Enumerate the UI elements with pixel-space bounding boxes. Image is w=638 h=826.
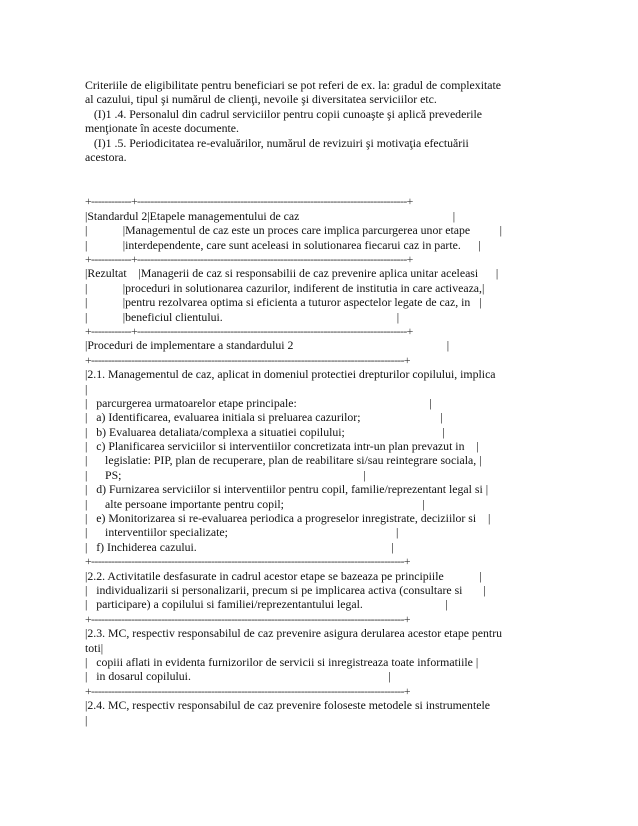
table-divider: +----------------------------------------------------------------------------------------------+ — [85, 554, 410, 569]
table-line: |Rezultat |Managerii de caz si responsabilii de caz prevenire aplica unitar aceleasi | — [85, 266, 499, 281]
table-line: | |interdependente, care sunt aceleasi in solutionarea fiecarui caz in parte. | — [85, 237, 481, 252]
table-line: | a) Identificarea, evaluarea initiala si preluarea cazurilor; | — [85, 410, 443, 425]
intro-line: Criteriile de eligibilitate pentru beneficiari se pot referi de ex. la: gradul de complexitate — [85, 78, 501, 92]
intro-line: al cazului, tipul şi numărul de clienţi, nevoile şi diversitatea serviciilor etc. — [85, 92, 437, 107]
table-line: |Proceduri de implementare a standardului 2 | — [85, 338, 450, 353]
intro-line: (I)1 .4. Personalul din cadrul serviciilor pentru copii cunoaşte şi aplică prevederile — [85, 106, 483, 121]
table-line: | c) Planificarea serviciilor si interventiilor concretizata intr-un plan prevazut in | — [85, 439, 479, 454]
table-line: | individualizarii si personalizarii, precum si pe implicarea activa (consultare si | — [85, 582, 486, 597]
intro-line: menţionate în aceste documente. — [85, 121, 239, 136]
table-line: | f) Inchiderea cazului. | — [85, 539, 394, 554]
table-line: | — [85, 381, 88, 396]
table-line: | — [85, 712, 88, 727]
table-line: |2.2. Activitatile desfasurate in cadrul acestor etape se bazeaza pe principiile | — [85, 568, 482, 583]
table-divider: +----------------------------------------------------------------------------------------------+ — [85, 683, 410, 698]
table-line: | e) Monitorizarea si re-evaluarea periodica a progreselor inregistrate, deciziilor si | — [85, 511, 491, 526]
table-line: |2.4. MC, respectiv responsabilul de caz prevenire foloseste metodele si instrumentele — [85, 698, 490, 713]
table-line: | PS; | — [85, 467, 366, 482]
table-line: | in dosarul copilului. | — [85, 669, 391, 684]
ascii-table — [85, 194, 618, 726]
table-line: |Standardul 2|Etapele managementului de caz | — [85, 208, 456, 223]
table-divider: +------------+---------------------------------------------------------------------------------+ — [85, 323, 413, 338]
table-line: | |beneficiul clientului. | — [85, 309, 400, 324]
table-line: | alte persoane importante pentru copil; | — [85, 496, 425, 511]
intro-line: (I)1 .5. Periodicitatea re-evaluărilor, numărul de revizuiri şi motivaţia efectuării — [85, 135, 469, 150]
table-line: | |proceduri in solutionarea cazurilor, indiferent de institutia in care activeaza,| — [85, 280, 485, 295]
table-divider: +----------------------------------------------------------------------------------------------+ — [85, 352, 410, 367]
table-line: | |pentru rezolvarea optima si eficienta a tuturor aspectelor legate de caz, in | — [85, 295, 482, 310]
intro-line: acestora. — [85, 150, 127, 165]
table-line: toti| — [85, 640, 104, 655]
table-divider: +----------------------------------------------------------------------------------------------+ — [85, 611, 410, 626]
table-divider: +------------+---------------------------------------------------------------------------------+ — [85, 252, 413, 266]
table-line: | d) Furnizarea serviciilor si interventiilor pentru copil, familie/reprezentant legal si | — [85, 482, 489, 497]
intro-text — [85, 78, 618, 164]
table-line: | |Managementul de caz este un proces care implica parcurgerea unor etape | — [85, 223, 502, 238]
table-line: | legislatie: PIP, plan de recuperare, plan de reabilitare si/sau reintegrare sociala, | — [85, 453, 482, 468]
table-line: |2.3. MC, respectiv responsabilul de caz prevenire asigura derularea acestor etape pentru — [85, 626, 503, 641]
table-line: | interventiilor specializate; | — [85, 525, 399, 540]
table-line: | copiii aflati in evidenta furnizorilor de servicii si inregistreaza toate informatiile | — [85, 654, 479, 669]
table-line: | participare) a copilului si familiei/reprezentantului legal. | — [85, 597, 448, 612]
table-line: | parcurgerea urmatoarelor etape principale: | — [85, 395, 432, 410]
table-line: | b) Evaluarea detaliata/complexa a situatiei copilului; | — [85, 424, 445, 439]
table-line: |2.1. Managementul de caz, aplicat in domeniul protectiei drepturilor copilului, implica — [85, 367, 496, 382]
table-divider: +------------+---------------------------------------------------------------------------------+ — [85, 194, 413, 209]
spacer — [85, 164, 618, 194]
